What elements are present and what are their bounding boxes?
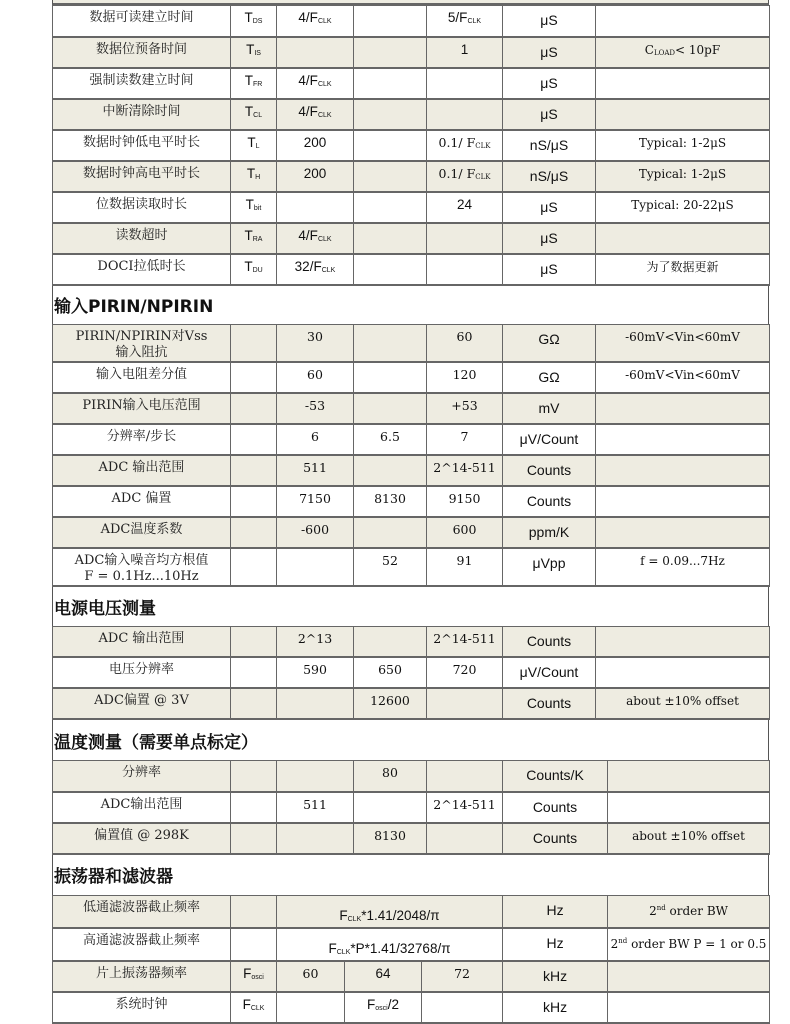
cell-text: T <box>246 165 256 181</box>
unit-cell: kHz <box>503 961 608 992</box>
typ-value-cell <box>345 992 422 1023</box>
cell-text: 5/F <box>447 10 468 25</box>
cell-text: F <box>367 996 376 1012</box>
typ-value-cell: 64 <box>345 961 422 992</box>
symbol-cell <box>231 223 277 254</box>
subscript: CLK <box>475 141 491 150</box>
symbol-cell <box>231 517 277 548</box>
min-value-cell: 511 <box>277 455 354 486</box>
typ-value-cell <box>354 68 427 99</box>
cell-text: T <box>247 134 256 150</box>
cell-text-tail: order BW P = 1 or 0.5 <box>627 936 767 951</box>
table-row <box>53 688 770 719</box>
note-cell <box>596 486 770 517</box>
table-row <box>53 657 770 688</box>
symbol-cell <box>231 68 277 99</box>
max-value-cell <box>427 99 503 130</box>
min-value-cell <box>277 6 354 37</box>
cell-text: 32/F <box>294 258 322 274</box>
symbol-cell <box>231 486 277 517</box>
note-cell <box>596 657 770 688</box>
unit-cell: nS/μS <box>503 161 596 192</box>
typ-value-cell: 52 <box>354 548 427 586</box>
cell-text: T <box>244 227 253 243</box>
param-name-cell: 系统时钟 <box>53 992 231 1023</box>
max-value-cell <box>427 223 503 254</box>
note-cell: Typical: 20-22μS <box>596 192 770 223</box>
note-cell <box>608 792 770 823</box>
note-cell: Typical: 1-2μS <box>596 161 770 192</box>
min-value-cell: 2^13 <box>277 626 354 657</box>
note-cell: 为了数据更新 <box>596 254 770 285</box>
unit-cell: Counts <box>503 823 608 854</box>
section-title: 振荡器和滤波器 <box>52 855 769 895</box>
param-name-cell: ADC输出范围 <box>53 792 231 823</box>
table-row <box>53 761 770 792</box>
min-value-cell <box>277 192 354 223</box>
subscript: H <box>255 173 261 181</box>
min-value-cell: 200 <box>277 130 354 161</box>
unit-cell: ppm/K <box>503 517 596 548</box>
typ-value-cell: 650 <box>354 657 427 688</box>
cell-text-tail: /2 <box>387 996 399 1012</box>
table-row <box>53 626 770 657</box>
max-value-cell: 600 <box>427 517 503 548</box>
typ-value-cell: 6.5 <box>354 424 427 455</box>
cell-text: F <box>339 907 348 923</box>
min-value-cell <box>277 37 354 68</box>
cell-text: 4/F <box>298 10 318 25</box>
unit-cell: mV <box>503 393 596 424</box>
subscript: CLK <box>317 18 332 25</box>
cell-text-tail: *P*1.41/32768/π <box>350 940 451 956</box>
max-value-cell: 2^14-511 <box>427 792 503 823</box>
note-cell <box>596 424 770 455</box>
max-value-cell: 60 <box>427 324 503 362</box>
cell-text: F <box>242 996 251 1012</box>
subscript: IS <box>254 49 261 57</box>
min-value-cell: 200 <box>277 161 354 192</box>
note-cell <box>608 961 770 992</box>
max-value-cell: 720 <box>427 657 503 688</box>
symbol-cell <box>231 548 277 586</box>
min-value-cell: 60 <box>277 362 354 393</box>
param-name-cell: 数据时钟高电平时长 <box>53 161 231 192</box>
cell-text: 4/F <box>298 103 318 119</box>
param-name-cell: PIRIN输入电压范围 <box>53 393 231 424</box>
typ-value-cell <box>354 223 427 254</box>
unit-cell: μV/Count <box>503 657 596 688</box>
unit-cell: Counts/K <box>503 761 608 792</box>
typ-value-cell: 8130 <box>354 823 427 854</box>
typ-value-cell <box>354 626 427 657</box>
note-cell <box>596 626 770 657</box>
table-row <box>53 928 770 961</box>
max-value-cell: 2^14-511 <box>427 455 503 486</box>
max-value-cell <box>427 761 503 792</box>
max-value-cell <box>427 688 503 719</box>
typ-value-cell <box>354 37 427 68</box>
max-value-cell: 9150 <box>427 486 503 517</box>
param-name-cell: PIRIN/NPIRIN对Vss 输入阻抗 <box>53 324 231 362</box>
max-value-cell <box>427 130 503 161</box>
min-value-cell <box>277 928 503 961</box>
symbol-cell <box>231 362 277 393</box>
min-value-cell <box>277 895 503 928</box>
symbol-cell <box>231 657 277 688</box>
cell-text: T <box>245 196 254 212</box>
unit-cell: Counts <box>503 455 596 486</box>
cell-text: 4/F <box>298 72 318 88</box>
unit-cell: kHz <box>503 992 608 1023</box>
typ-value-cell <box>354 130 427 161</box>
note-cell <box>608 895 770 928</box>
table-row <box>53 362 770 393</box>
note-cell <box>596 37 770 68</box>
subscript: CLK <box>347 915 362 923</box>
typ-value-cell: 12600 <box>354 688 427 719</box>
max-value-cell: 24 <box>427 192 503 223</box>
symbol-cell <box>231 688 277 719</box>
table-row <box>53 6 770 37</box>
note-cell <box>596 455 770 486</box>
subscript: CL <box>253 111 263 119</box>
min-value-cell: 30 <box>277 324 354 362</box>
param-name-cell: 片上振荡器频率 <box>53 961 231 992</box>
max-value-cell: 7 <box>427 424 503 455</box>
note-cell <box>608 761 770 792</box>
symbol-cell <box>231 823 277 854</box>
cell-text: F <box>243 965 252 981</box>
superscript: nd <box>618 936 628 945</box>
param-name-cell: 数据可读建立时间 <box>53 6 231 37</box>
param-name-cell: 数据时钟低电平时长 <box>53 130 231 161</box>
param-name-cell: 高通滤波器截止频率 <box>53 928 231 961</box>
min-value-cell <box>277 548 354 586</box>
param-name-cell: ADC 输出范围 <box>53 626 231 657</box>
symbol-cell <box>231 961 277 992</box>
spec-document <box>52 0 769 1024</box>
unit-cell: nS/μS <box>503 130 596 161</box>
param-name-cell: 分辨率/步长 <box>53 424 231 455</box>
note-cell: about ±10% offset <box>608 823 770 854</box>
unit-cell: Counts <box>503 688 596 719</box>
table-row <box>53 424 770 455</box>
subscript: L <box>255 142 260 150</box>
typ-value-cell <box>354 254 427 285</box>
param-name-cell: ADC 偏置 <box>53 486 231 517</box>
typ-value-cell <box>354 192 427 223</box>
symbol-cell <box>231 393 277 424</box>
subscript: FR <box>252 80 263 88</box>
min-value-cell: -53 <box>277 393 354 424</box>
section-title: 输入PIRIN/NPIRIN <box>52 286 769 324</box>
spec-table <box>52 324 770 587</box>
table-row <box>53 130 770 161</box>
subscript: CLK <box>467 18 482 25</box>
max-value-cell <box>422 992 503 1023</box>
cell-text: 0.1/ F <box>438 165 476 181</box>
subscript: DU <box>252 266 263 274</box>
unit-cell: μS <box>503 68 596 99</box>
spec-table <box>52 895 770 1024</box>
min-value-cell: 7150 <box>277 486 354 517</box>
min-value-cell: 6 <box>277 424 354 455</box>
spec-table <box>52 626 770 721</box>
symbol-cell <box>231 254 277 285</box>
symbol-cell <box>231 130 277 161</box>
cell-text: 2 <box>610 936 619 951</box>
cell-text: T <box>244 10 253 25</box>
min-value-cell <box>277 992 345 1023</box>
table-row <box>53 548 770 586</box>
param-name-cell: DOCI拉低时长 <box>53 254 231 285</box>
table-row <box>53 792 770 823</box>
typ-value-cell <box>354 324 427 362</box>
max-value-cell: 72 <box>422 961 503 992</box>
subscript: CLK <box>317 80 332 88</box>
max-value-cell <box>427 823 503 854</box>
symbol-cell <box>231 37 277 68</box>
max-value-cell <box>427 68 503 99</box>
symbol-cell <box>231 6 277 37</box>
cell-text-tail: order BW <box>665 903 728 918</box>
subscript: CLK <box>321 266 336 274</box>
superscript: nd <box>656 903 666 912</box>
symbol-cell <box>231 161 277 192</box>
symbol-cell <box>231 626 277 657</box>
symbol-cell <box>231 761 277 792</box>
param-name-cell: ADC温度系数 <box>53 517 231 548</box>
table-row <box>53 254 770 285</box>
unit-cell: μS <box>503 37 596 68</box>
cell-text-tail: *1.41/2048/π <box>361 907 440 923</box>
param-name-cell: 电压分辨率 <box>53 657 231 688</box>
min-value-cell <box>277 688 354 719</box>
table-row <box>53 68 770 99</box>
cell-text: T <box>244 103 254 119</box>
note-cell: -60mV<Vin<60mV <box>596 324 770 362</box>
symbol-cell <box>231 992 277 1023</box>
table-row <box>53 895 770 928</box>
param-name-cell: 输入电阻差分值 <box>53 362 231 393</box>
max-value-cell: 91 <box>427 548 503 586</box>
unit-cell: GΩ <box>503 324 596 362</box>
table-row <box>53 823 770 854</box>
max-value-cell <box>427 161 503 192</box>
subscript: RA <box>252 235 263 243</box>
note-cell <box>608 992 770 1023</box>
unit-cell: μS <box>503 6 596 37</box>
note-cell: Typical: 1-2μS <box>596 130 770 161</box>
table-row <box>53 324 770 362</box>
param-name-cell: ADC偏置 @ 3V <box>53 688 231 719</box>
table-row <box>53 99 770 130</box>
note-cell <box>596 393 770 424</box>
unit-cell: Hz <box>503 895 608 928</box>
param-name-cell: ADC 输出范围 <box>53 455 231 486</box>
unit-cell: μV/Count <box>503 424 596 455</box>
min-value-cell <box>277 223 354 254</box>
subscript: LOAD <box>653 48 676 57</box>
subscript: CLK <box>250 1004 265 1012</box>
max-value-cell: 1 <box>427 37 503 68</box>
typ-value-cell: 8130 <box>354 486 427 517</box>
typ-value-cell <box>354 393 427 424</box>
spec-table <box>52 760 770 855</box>
table-row <box>53 486 770 517</box>
cell-text-tail: < 10pF <box>675 42 721 57</box>
table-row <box>53 37 770 68</box>
subscript: CLK <box>317 235 332 243</box>
symbol-cell <box>231 424 277 455</box>
symbol-cell <box>231 99 277 130</box>
min-value-cell <box>277 99 354 130</box>
typ-value-cell <box>354 517 427 548</box>
unit-cell: GΩ <box>503 362 596 393</box>
spec-table <box>52 5 770 286</box>
param-name-cell: 位数据读取时长 <box>53 192 231 223</box>
table-row <box>53 192 770 223</box>
table-row <box>53 961 770 992</box>
max-value-cell: 2^14-511 <box>427 626 503 657</box>
symbol-cell <box>231 895 277 928</box>
note-cell <box>596 223 770 254</box>
param-name-cell: ADC输入噪音均方根值 F = 0.1Hz...10Hz <box>53 548 231 586</box>
note-cell <box>608 928 770 961</box>
subscript: osci <box>251 973 264 981</box>
subscript: CLK <box>475 172 491 181</box>
typ-value-cell <box>354 99 427 130</box>
param-name-cell: 中断清除时间 <box>53 99 231 130</box>
note-cell <box>596 517 770 548</box>
symbol-cell <box>231 928 277 961</box>
max-value-cell: 120 <box>427 362 503 393</box>
param-name-cell: 低通滤波器截止频率 <box>53 895 231 928</box>
subscript: osci <box>375 1004 388 1012</box>
typ-value-cell <box>354 362 427 393</box>
unit-cell: Hz <box>503 928 608 961</box>
typ-value-cell <box>354 455 427 486</box>
cell-text: 2 <box>649 903 657 918</box>
cell-text: T <box>244 72 253 88</box>
min-value-cell <box>277 823 354 854</box>
note-cell <box>596 68 770 99</box>
min-value-cell: 511 <box>277 792 354 823</box>
cell-text: 4/F <box>298 227 318 243</box>
table-row <box>53 393 770 424</box>
cell-text: T <box>246 41 255 57</box>
unit-cell: μS <box>503 192 596 223</box>
param-name-cell: 数据位预备时间 <box>53 37 231 68</box>
min-value-cell <box>277 254 354 285</box>
note-cell: -60mV<Vin<60mV <box>596 362 770 393</box>
section-title: 温度测量（需要单点标定） <box>52 720 769 760</box>
unit-cell: Counts <box>503 626 596 657</box>
max-value-cell <box>427 6 503 37</box>
unit-cell: Counts <box>503 792 608 823</box>
note-cell: f = 0.09...7Hz <box>596 548 770 586</box>
subscript: CLK <box>336 948 351 956</box>
unit-cell: μVpp <box>503 548 596 586</box>
typ-value-cell <box>354 6 427 37</box>
subscript: DS <box>252 18 263 25</box>
min-value-cell <box>277 68 354 99</box>
unit-cell: μS <box>503 99 596 130</box>
table-row <box>53 455 770 486</box>
note-cell: about ±10% offset <box>596 688 770 719</box>
param-name-cell: 分辨率 <box>53 761 231 792</box>
symbol-cell <box>231 192 277 223</box>
unit-cell: Counts <box>503 486 596 517</box>
symbol-cell <box>231 455 277 486</box>
typ-value-cell: 80 <box>354 761 427 792</box>
min-value-cell: 590 <box>277 657 354 688</box>
subscript: bit <box>253 204 262 212</box>
min-value-cell: 60 <box>277 961 345 992</box>
unit-cell: μS <box>503 223 596 254</box>
table-row <box>53 517 770 548</box>
cell-text: F <box>328 940 337 956</box>
note-cell <box>596 99 770 130</box>
subscript: CLK <box>317 111 332 119</box>
typ-value-cell <box>354 792 427 823</box>
section-title: 电源电压测量 <box>52 587 769 626</box>
min-value-cell <box>277 761 354 792</box>
note-cell <box>596 6 770 37</box>
max-value-cell <box>427 254 503 285</box>
max-value-cell: +53 <box>427 393 503 424</box>
cell-text: C <box>644 42 654 57</box>
typ-value-cell <box>354 161 427 192</box>
symbol-cell <box>231 792 277 823</box>
table-row <box>53 223 770 254</box>
cell-text: 0.1/ F <box>438 134 476 150</box>
symbol-cell <box>231 324 277 362</box>
unit-cell: μS <box>503 254 596 285</box>
param-name-cell: 偏置值 @ 298K <box>53 823 231 854</box>
table-row <box>53 992 770 1023</box>
min-value-cell: -600 <box>277 517 354 548</box>
table-row <box>53 161 770 192</box>
param-name-cell: 读数超时 <box>53 223 231 254</box>
cell-text: T <box>244 258 253 274</box>
param-name-cell: 强制读数建立时间 <box>53 68 231 99</box>
